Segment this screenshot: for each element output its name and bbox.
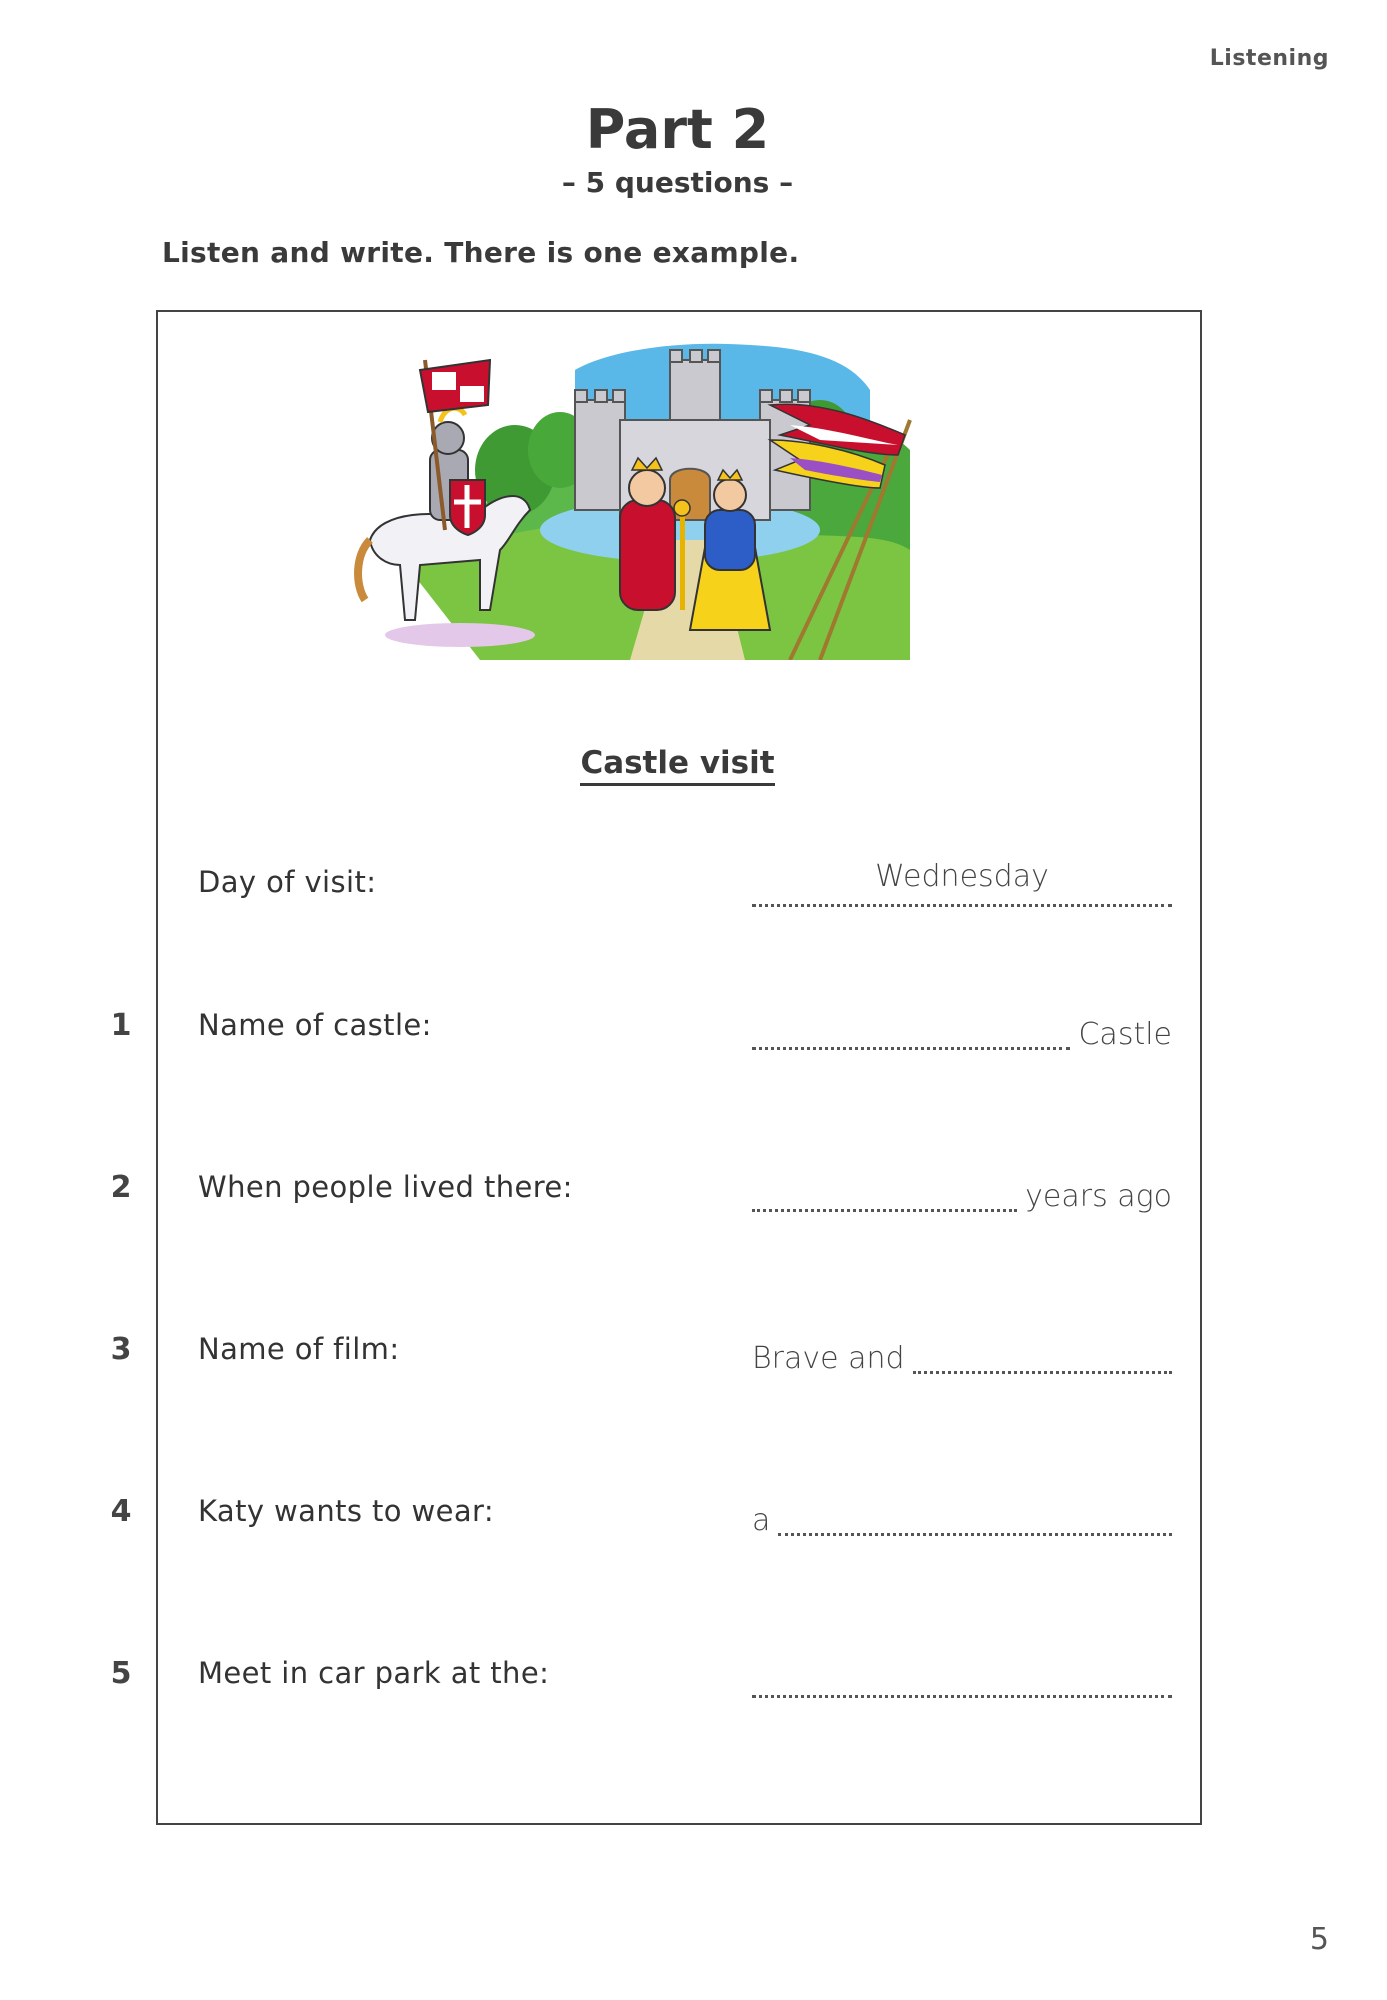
answer-dotted-line[interactable] — [752, 1011, 1070, 1050]
part-subtitle: – 5 questions – — [561, 166, 794, 199]
part-title: Part 2 — [585, 98, 770, 161]
question-label: When people lived there: — [198, 1170, 573, 1204]
instruction-text: Listen and write. There is one example. — [162, 236, 800, 269]
question-label: Name of castle: — [198, 1008, 432, 1042]
answer-dotted-line[interactable] — [778, 1497, 1172, 1536]
page-number: 5 — [1309, 1922, 1329, 1957]
example-dotted-line — [752, 859, 1172, 907]
question-row — [0, 1008, 1387, 1068]
answer-dotted-line[interactable] — [752, 1659, 1172, 1698]
section-label: Listening — [1209, 46, 1329, 71]
answer-field[interactable] — [752, 1008, 1172, 1052]
answer-suffix: years ago — [1025, 1179, 1172, 1214]
question-row — [0, 1332, 1387, 1392]
question-number: 4 — [110, 1494, 132, 1529]
answer-field[interactable] — [752, 1494, 1172, 1538]
example-answer — [752, 859, 1172, 909]
answer-field[interactable] — [752, 1332, 1172, 1376]
answer-prefix: a — [752, 1503, 771, 1538]
answer-suffix: Castle — [1078, 1017, 1172, 1052]
form-title-text: Castle visit — [580, 745, 774, 786]
question-label: Katy wants to wear: — [198, 1494, 495, 1528]
question-number: 5 — [110, 1656, 132, 1691]
question-number: 1 — [110, 1008, 132, 1043]
question-row — [0, 1170, 1387, 1230]
question-row — [0, 1494, 1387, 1554]
answer-dotted-line[interactable] — [913, 1335, 1172, 1374]
question-label: Meet in car park at the: — [198, 1656, 550, 1690]
answer-dotted-line[interactable] — [752, 1173, 1017, 1212]
question-number: 3 — [110, 1332, 132, 1367]
example-row — [0, 859, 1387, 925]
form-title — [0, 745, 1371, 786]
example-answer-text: Wednesday — [875, 859, 1049, 894]
question-label: Name of film: — [198, 1332, 400, 1366]
answer-prefix: Brave and — [752, 1341, 905, 1376]
castle-illustration — [350, 340, 1020, 660]
example-label: Day of visit: — [198, 865, 377, 899]
answer-field[interactable] — [752, 1656, 1172, 1700]
answer-field[interactable] — [752, 1170, 1172, 1214]
question-row — [0, 1656, 1387, 1716]
question-number: 2 — [110, 1170, 132, 1205]
